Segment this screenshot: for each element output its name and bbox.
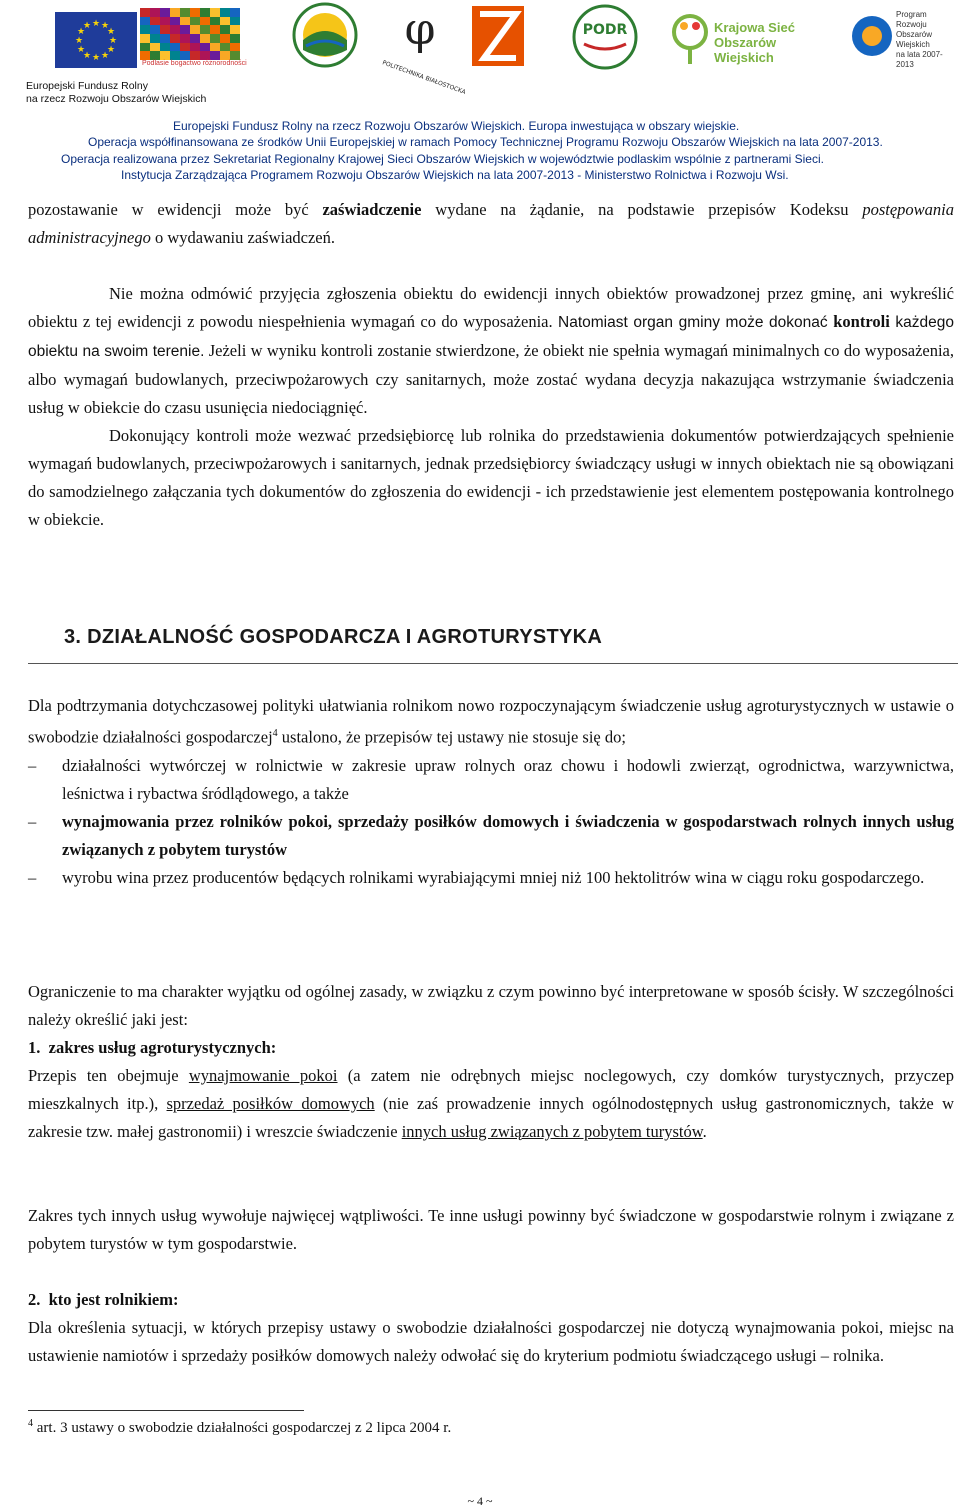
svg-text:★: ★ [100,51,110,61]
svg-text:★: ★ [76,45,86,55]
paragraph-3: Dokonujący kontroli może wezwać przedsiębiorcę lub rolnika do przedstawienia dokumentów potwierdzających spełnienie wymagań budowlanych, przeciwpożarowych i sanitarnych, jednak przedsiębiorcy świadczący usługi w innych obiektach nie są obowiązani do samodzielnego załączania tych dokumentów do zgłoszenia do ewidencji - ich przedstawienie jest elementem postępowania kontrolnego w obiekcie. [28,426,954,529]
podlasie-logo [140,8,247,70]
paragraph-7: Zakres tych innych usług wywołuje najwięcej wątpliwości. Te inne usługi powinny być świadczone w gospodarstwie rolnym i związane z pobytem turystów w tym gospodarstwie. [28,1206,954,1253]
ksow-line-2: Obszarów Wiejskich [714,35,777,65]
efrrow-caption: Europejski Fundusz Rolny na rzecz Rozwoju Obszarów Wiejskich [26,80,207,105]
header-line-4: Instytucja Zarządzająca Programem Rozwoju Obszarów Wiejskich na lata 2007-2013 - Ministerstwo Rolnictwa i Rozwoju Wsi. [121,168,789,182]
header-line-3: Operacja realizowana przez Sekretariat Regionalny Krajowej Sieci Obszarów Wiejskich w województwie podlaskim wspólnie z partnerami Sieci. [61,152,824,166]
politechnika-logo [372,2,468,97]
paragraph-2: Nie można odmówić przyjęcia zgłoszenia obiektu do ewidencji innych obiektów prowadzonej przez gminę, ani wykreślić obiektu z tej ewidencji z powodu niespełnienia wymagań co do wyposażenia. Natomiast organ gminy może dokonać kontroli każdego obiektu na swoim terenie. Jeżeli w wyniku kontroli zostanie stwierdzone, że obiekt nie spełnia wymagań minimalnych co do wyposażenia, albo wymagań budowlanych, przeciwpożarowych czy sanitarnych, może zostać wydana decyzja nakazująca wstrzymanie świadczenia usług w obiekcie do czasu usunięcia niedociągnięć. Dokonujący kontroli może wezwać przedsiębiorcę lub rolnika do przedstawienia dokumentów potwierdzających spełnienie wymagań budowlanych, przeciwpożarowych i sanitarnych, jednak przedsiębiorcy świadczący usługi w innych obiektach nie są obowiązani do samodzielnego załączania tych dokumentów do zgłoszenia do ewidencji - ich przedstawienie jest elementem postępowania kontrolnego w obiekcie. [28,280,954,534]
section-heading: 3. DZIAŁALNOŚĆ GOSPODARCZA I AGROTURYSTYKA [64,626,603,648]
list-item: – wynajmowania przez rolników pokoi, sprzedaży posiłków domowych i świadczenia w gospodarstwach rolnych innych usług związanych z pobytem turystów [28,811,954,859]
list-item: – wyrobu wina przez producentów będących rolnikami wyrabiającymi mniej niż 100 hektolitrów wina w ciągu roku gospodarczego. [28,867,925,887]
item-1-heading: 1. zakres usług agroturystycznych: [28,1038,277,1057]
svg-text:φ: φ [404,4,436,55]
podlasie-slogan: Podlasie bogactwo różnorodności [142,60,247,67]
svg-text:★: ★ [108,36,118,46]
footnote-rule [28,1410,304,1411]
section-rule [28,663,958,664]
podr-logo [570,4,640,70]
svg-text:POLITECHNIKA BIAŁOSTOCKA: POLITECHNIKA BIAŁOSTOCKA [381,59,467,97]
svg-text:★: ★ [106,45,116,55]
prow-text: Program Rozwoju Obszarów Wiejskich na lata 2007-2013 [896,10,943,69]
header-line-1: Europejski Fundusz Rolny na rzecz Rozwoju Obszarów Wiejskich. Europa inwestująca w obszary wiejskie. [173,119,740,133]
svg-text:★: ★ [82,21,92,31]
svg-text:PODR: PODR [582,22,628,38]
list-item: – działalności wytwórczej w rolnictwie w zakresie upraw rolnych oraz chowu i hodowli zwierząt, ogrodnictwa, warzywnictwa, leśnictwa i rybactwa śródlądowego, a także [28,755,954,803]
paragraph-5: Ograniczenie to ma charakter wyjątku od ogólnej zasady, w związku z czym powinno być interpretowane w sposób ścisły. W szczególności należy określić jaki jest: 1. zakres usług agroturystycznych: Przepis ten obejmuje wynajmowanie pokoi (a zatem nie odrębnych miejsc noclegowych, czy domków turystycznych, przyczep mieszkalnych itp.), sprzedaż posiłków domowych (nie zaś prowadzenie innych ogólnodostępnych usług gastronomicznych, także w zakresie tzw. małej gastronomii) i wreszcie świadczenie innych usług związanych z pobytem turystów. [28,978,954,1146]
ksow-line-1: Krajowa Sieć [714,20,795,35]
paragraph-8: 2. kto jest rolnikiem: Dla określenia sytuacji, w których przepisy ustawy o swobodzie działalności gospodarczej nie dotyczą wynajmowania pokoi, miejsc na ustawienie namiotów i sprzedaży posiłków domowych należy odwołać się do kryterium podmiotu świadczącego usługi – rolnika. [28,1286,954,1370]
svg-text:★: ★ [106,27,116,37]
lgd-logo [470,4,526,68]
svg-text:★: ★ [76,27,86,37]
svg-text:★: ★ [100,21,110,31]
svg-text:★: ★ [74,36,84,46]
header-line-2: Operacja współfinansowana ze środków Unii Europejskiej w ramach Pomocy Technicznej Programu Rozwoju Obszarów Wiejskich na lata 2007-2013. [88,135,883,149]
footnote: $^4$ art. 3 ustawy o swobodzie działalności gospodarczej z 2 lipca 2004 r. [28,1418,452,1436]
item-2-heading: 2. kto jest rolnikiem: [28,1290,179,1309]
svg-text:★: ★ [91,19,101,29]
prow-logo [850,8,960,70]
regional-emblem-logo [292,2,358,68]
paragraph-1: pozostawanie w ewidencji może być zaświadczenie wydane na żądanie, na podstawie przepisów Kodeksu postępowania administracyjnego o wydawaniu zaświadczeń. [28,200,954,247]
svg-text:★: ★ [82,51,92,61]
page-number: ~ 4 ~ [467,1494,493,1508]
eu-flag-logo [55,12,137,68]
paragraph-4: Dla podtrzymania dotychczasowej polityki ułatwiania rolnikom nowo rozpoczynającym świadczenie usług agroturystycznych w ustawie o swobodzie działalności gospodarczej$^4$ ustalono, że przepisów tej ustawy nie stosuje się do; – działalności wytwórczej w rolnictwie w zakresie upraw rolnych oraz chowu i hodowli zwierząt, ogrodnictwa, warzywnictwa, leśnictwa i rybactwa śródlądowego, a także – wynajmowania przez rolników pokoi, sprzedaży posiłków domowych i świadczenia w gospodarstwach rolnych innych usług związanych z pobytem turystów – wyrobu wina przez producentów będących rolnikami wyrabiającymi mniej niż 100 hektolitrów wina w ciągu roku gospodarczego. [28,692,954,892]
ksow-logo [670,10,830,66]
svg-text:★: ★ [91,53,101,63]
paragraph-6: Przepis ten obejmuje wynajmowanie pokoi (a zatem nie odrębnych miejsc noclegowych, czy domków turystycznych, przyczep mieszkalnych itp.), sprzedaż posiłków domowych (nie zaś prowadzenie innych ogólnodostępnych usług gastronomicznych, także w zakresie tzw. małej gastronomii) i wreszcie świadczenie innych usług związanych z pobytem turystów. [28,1066,954,1141]
